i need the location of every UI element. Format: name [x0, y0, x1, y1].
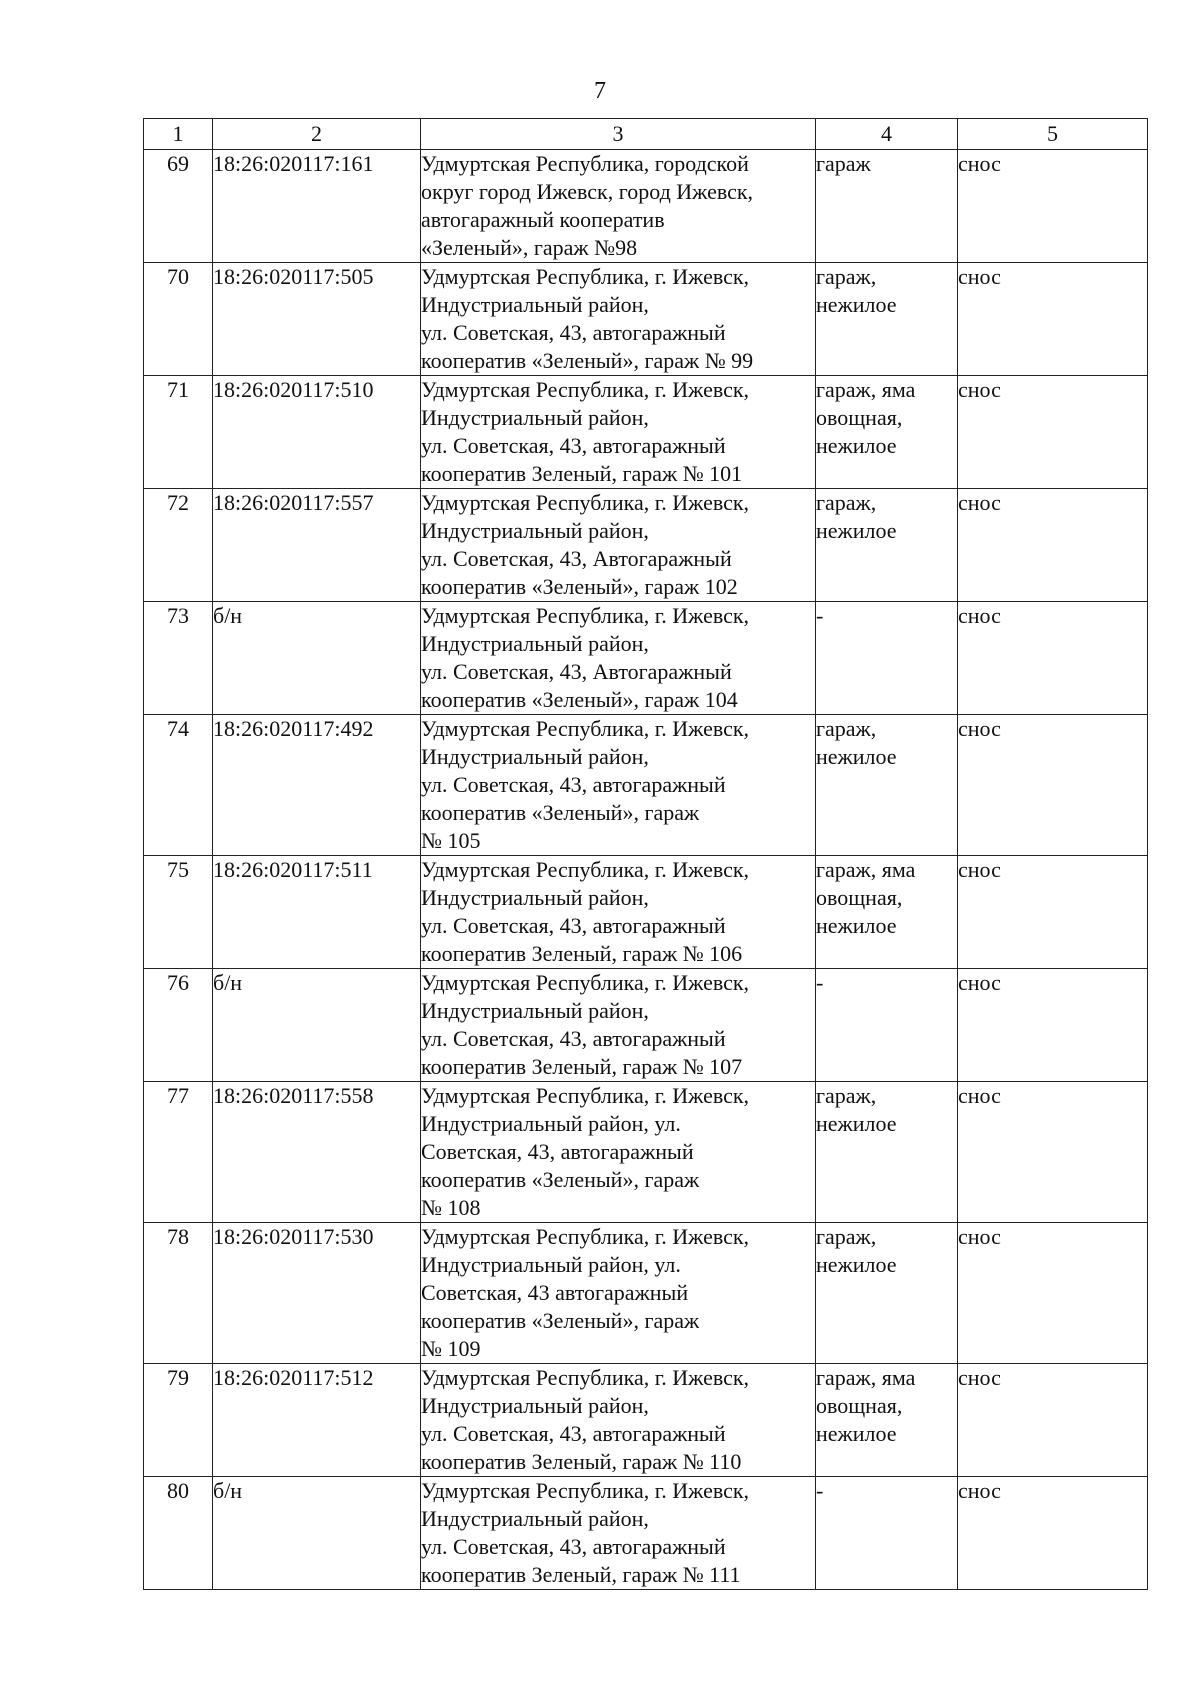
address-line: Индустриальный район, [421, 1506, 649, 1531]
object-type-line: гараж, [816, 1224, 877, 1249]
address-line: № 105 [421, 828, 481, 853]
address-line: Индустриальный район, [421, 405, 649, 430]
address-line: Индустриальный район, [421, 518, 649, 543]
column-header: 2 [213, 119, 421, 150]
action-cell: снос [958, 1223, 1148, 1364]
object-type-line: гараж, [816, 716, 877, 741]
action-cell: снос [958, 263, 1148, 376]
table-row [144, 602, 1148, 715]
address-cell [421, 489, 816, 602]
cadastral-number-cell: 18:26:020117:161 [213, 150, 421, 263]
cadastral-number-cell: 18:26:020117:492 [213, 715, 421, 856]
address-line: Удмуртская Республика, г. Ижевск, [421, 1224, 750, 1249]
address-cell [421, 150, 816, 263]
address-line: Удмуртская Республика, г. Ижевск, [421, 1478, 750, 1503]
table-row [144, 489, 1148, 602]
page-number: 7 [594, 78, 606, 104]
column-header: 3 [421, 119, 816, 150]
address-line: Индустриальный район, [421, 1393, 649, 1418]
address-line: № 109 [421, 1336, 481, 1361]
address-line: ул. Советская, 43, автогаражный [421, 433, 726, 458]
object-type-cell [816, 969, 958, 1082]
row-number-cell: 78 [144, 1223, 213, 1364]
row-number-cell: 80 [144, 1477, 213, 1590]
table-row [144, 1223, 1148, 1364]
object-type-cell [816, 1082, 958, 1223]
column-header: 4 [816, 119, 958, 150]
address-cell [421, 1082, 816, 1223]
cadastral-number-cell: 18:26:020117:512 [213, 1364, 421, 1477]
table-row [144, 969, 1148, 1082]
action-cell: снос [958, 602, 1148, 715]
address-line: ул. Советская, 43, автогаражный [421, 320, 726, 345]
object-type-line: овощная, [816, 405, 903, 430]
address-cell [421, 602, 816, 715]
action-cell: снос [958, 376, 1148, 489]
address-line: кооператив «Зеленый», гараж [421, 1308, 700, 1333]
table-row [144, 376, 1148, 489]
address-line: Удмуртская Республика, г. Ижевск, [421, 264, 750, 289]
address-line: автогаражный кооператив [421, 207, 665, 232]
address-line: кооператив «Зеленый», гараж [421, 1167, 700, 1192]
table-row [144, 263, 1148, 376]
address-line: кооператив Зеленый, гараж № 106 [421, 941, 743, 966]
address-line: ул. Советская, 43, Автогаражный [421, 546, 732, 571]
address-line: «Зеленый», гараж №98 [421, 235, 638, 260]
address-line: кооператив «Зеленый», гараж 102 [421, 574, 738, 599]
address-cell [421, 1364, 816, 1477]
address-cell [421, 263, 816, 376]
table-row [144, 856, 1148, 969]
object-type-cell [816, 1364, 958, 1477]
address-line: кооператив Зеленый, гараж № 107 [421, 1054, 743, 1079]
object-type-line: - [816, 970, 824, 995]
address-line: Индустриальный район, ул. [421, 1111, 681, 1136]
address-line: кооператив Зеленый, гараж № 111 [421, 1562, 741, 1587]
table-row [144, 1082, 1148, 1223]
address-line: ул. Советская, 43, автогаражный [421, 1421, 726, 1446]
objects-table [143, 118, 1148, 1590]
action-cell: снос [958, 489, 1148, 602]
address-line: ул. Советская, 43, автогаражный [421, 913, 726, 938]
address-line: Удмуртская Республика, г. Ижевск, [421, 603, 750, 628]
action-cell: снос [958, 1082, 1148, 1223]
address-line: ул. Советская, 43, автогаражный [421, 1534, 726, 1559]
action-cell: снос [958, 969, 1148, 1082]
address-cell [421, 1477, 816, 1590]
action-cell: снос [958, 715, 1148, 856]
address-line: Индустриальный район, [421, 292, 649, 317]
table-header-row [144, 119, 1148, 150]
object-type-cell [816, 150, 958, 263]
cadastral-number-cell: 18:26:020117:557 [213, 489, 421, 602]
object-type-cell [816, 489, 958, 602]
address-line: кооператив «Зеленый», гараж 104 [421, 687, 738, 712]
address-line: Удмуртская Республика, г. Ижевск, [421, 377, 750, 402]
object-type-line: овощная, [816, 885, 903, 910]
object-type-line: нежилое [816, 518, 897, 543]
row-number-cell: 72 [144, 489, 213, 602]
address-line: ул. Советская, 43, Автогаражный [421, 659, 732, 684]
object-type-line: овощная, [816, 1393, 903, 1418]
row-number-cell: 71 [144, 376, 213, 489]
object-type-line: гараж, [816, 1083, 877, 1108]
address-line: Удмуртская Республика, городской [421, 151, 749, 176]
address-line: Советская, 43 автогаражный [421, 1280, 689, 1305]
row-number-cell: 75 [144, 856, 213, 969]
address-cell [421, 1223, 816, 1364]
object-type-line: нежилое [816, 913, 897, 938]
address-line: кооператив Зеленый, гараж № 101 [421, 461, 743, 486]
address-line: ул. Советская, 43, автогаражный [421, 772, 726, 797]
object-type-line: - [816, 1478, 824, 1503]
object-type-cell [816, 715, 958, 856]
object-type-line: гараж [816, 151, 871, 176]
address-line: Индустриальный район, ул. [421, 1252, 681, 1277]
address-line: Индустриальный район, [421, 998, 649, 1023]
object-type-line: - [816, 603, 824, 628]
action-cell: снос [958, 150, 1148, 263]
object-type-cell [816, 602, 958, 715]
table-body [144, 150, 1148, 1590]
address-line: кооператив Зеленый, гараж № 110 [421, 1449, 742, 1474]
column-header: 5 [958, 119, 1148, 150]
object-type-line: нежилое [816, 1111, 897, 1136]
table-row [144, 1477, 1148, 1590]
row-number-cell: 70 [144, 263, 213, 376]
address-cell [421, 856, 816, 969]
object-type-line: нежилое [816, 1252, 897, 1277]
table-row [144, 150, 1148, 263]
cadastral-number-cell: б/н [213, 1477, 421, 1590]
object-type-cell [816, 263, 958, 376]
address-line: Удмуртская Республика, г. Ижевск, [421, 1365, 750, 1390]
object-type-cell [816, 1477, 958, 1590]
cadastral-number-cell: 18:26:020117:511 [213, 856, 421, 969]
object-type-cell [816, 1223, 958, 1364]
object-type-line: нежилое [816, 1421, 897, 1446]
row-number-cell: 74 [144, 715, 213, 856]
address-line: № 108 [421, 1195, 481, 1220]
object-type-line: гараж, яма [816, 857, 916, 882]
address-line: Удмуртская Республика, г. Ижевск, [421, 857, 750, 882]
address-line: Удмуртская Республика, г. Ижевск, [421, 1083, 750, 1108]
address-line: Индустриальный район, [421, 631, 649, 656]
address-line: ул. Советская, 43, автогаражный [421, 1026, 726, 1051]
address-line: Удмуртская Республика, г. Ижевск, [421, 490, 750, 515]
cadastral-number-cell: 18:26:020117:505 [213, 263, 421, 376]
object-type-line: нежилое [816, 433, 897, 458]
object-type-line: гараж, яма [816, 1365, 916, 1390]
address-line: кооператив «Зеленый», гараж [421, 800, 700, 825]
action-cell: снос [958, 1477, 1148, 1590]
object-type-cell [816, 856, 958, 969]
object-type-line: нежилое [816, 744, 897, 769]
row-number-cell: 73 [144, 602, 213, 715]
address-cell [421, 715, 816, 856]
address-line: Удмуртская Республика, г. Ижевск, [421, 716, 750, 741]
action-cell: снос [958, 1364, 1148, 1477]
cadastral-number-cell: б/н [213, 969, 421, 1082]
cadastral-number-cell: б/н [213, 602, 421, 715]
row-number-cell: 79 [144, 1364, 213, 1477]
cadastral-number-cell: 18:26:020117:530 [213, 1223, 421, 1364]
address-line: Индустриальный район, [421, 885, 649, 910]
address-cell [421, 376, 816, 489]
cadastral-number-cell: 18:26:020117:558 [213, 1082, 421, 1223]
table-row [144, 715, 1148, 856]
object-type-line: нежилое [816, 292, 897, 317]
address-line: Удмуртская Республика, г. Ижевск, [421, 970, 750, 995]
cadastral-number-cell: 18:26:020117:510 [213, 376, 421, 489]
object-type-line: гараж, [816, 264, 877, 289]
address-cell [421, 969, 816, 1082]
address-line: Индустриальный район, [421, 744, 649, 769]
table-row [144, 1364, 1148, 1477]
address-line: кооператив «Зеленый», гараж № 99 [421, 348, 754, 373]
column-header: 1 [144, 119, 213, 150]
address-line: Советская, 43, автогаражный [421, 1139, 694, 1164]
address-line: округ город Ижевск, город Ижевск, [421, 179, 754, 204]
object-type-line: гараж, [816, 490, 877, 515]
row-number-cell: 76 [144, 969, 213, 1082]
row-number-cell: 77 [144, 1082, 213, 1223]
object-type-line: гараж, яма [816, 377, 916, 402]
object-type-cell [816, 376, 958, 489]
action-cell: снос [958, 856, 1148, 969]
row-number-cell: 69 [144, 150, 213, 263]
